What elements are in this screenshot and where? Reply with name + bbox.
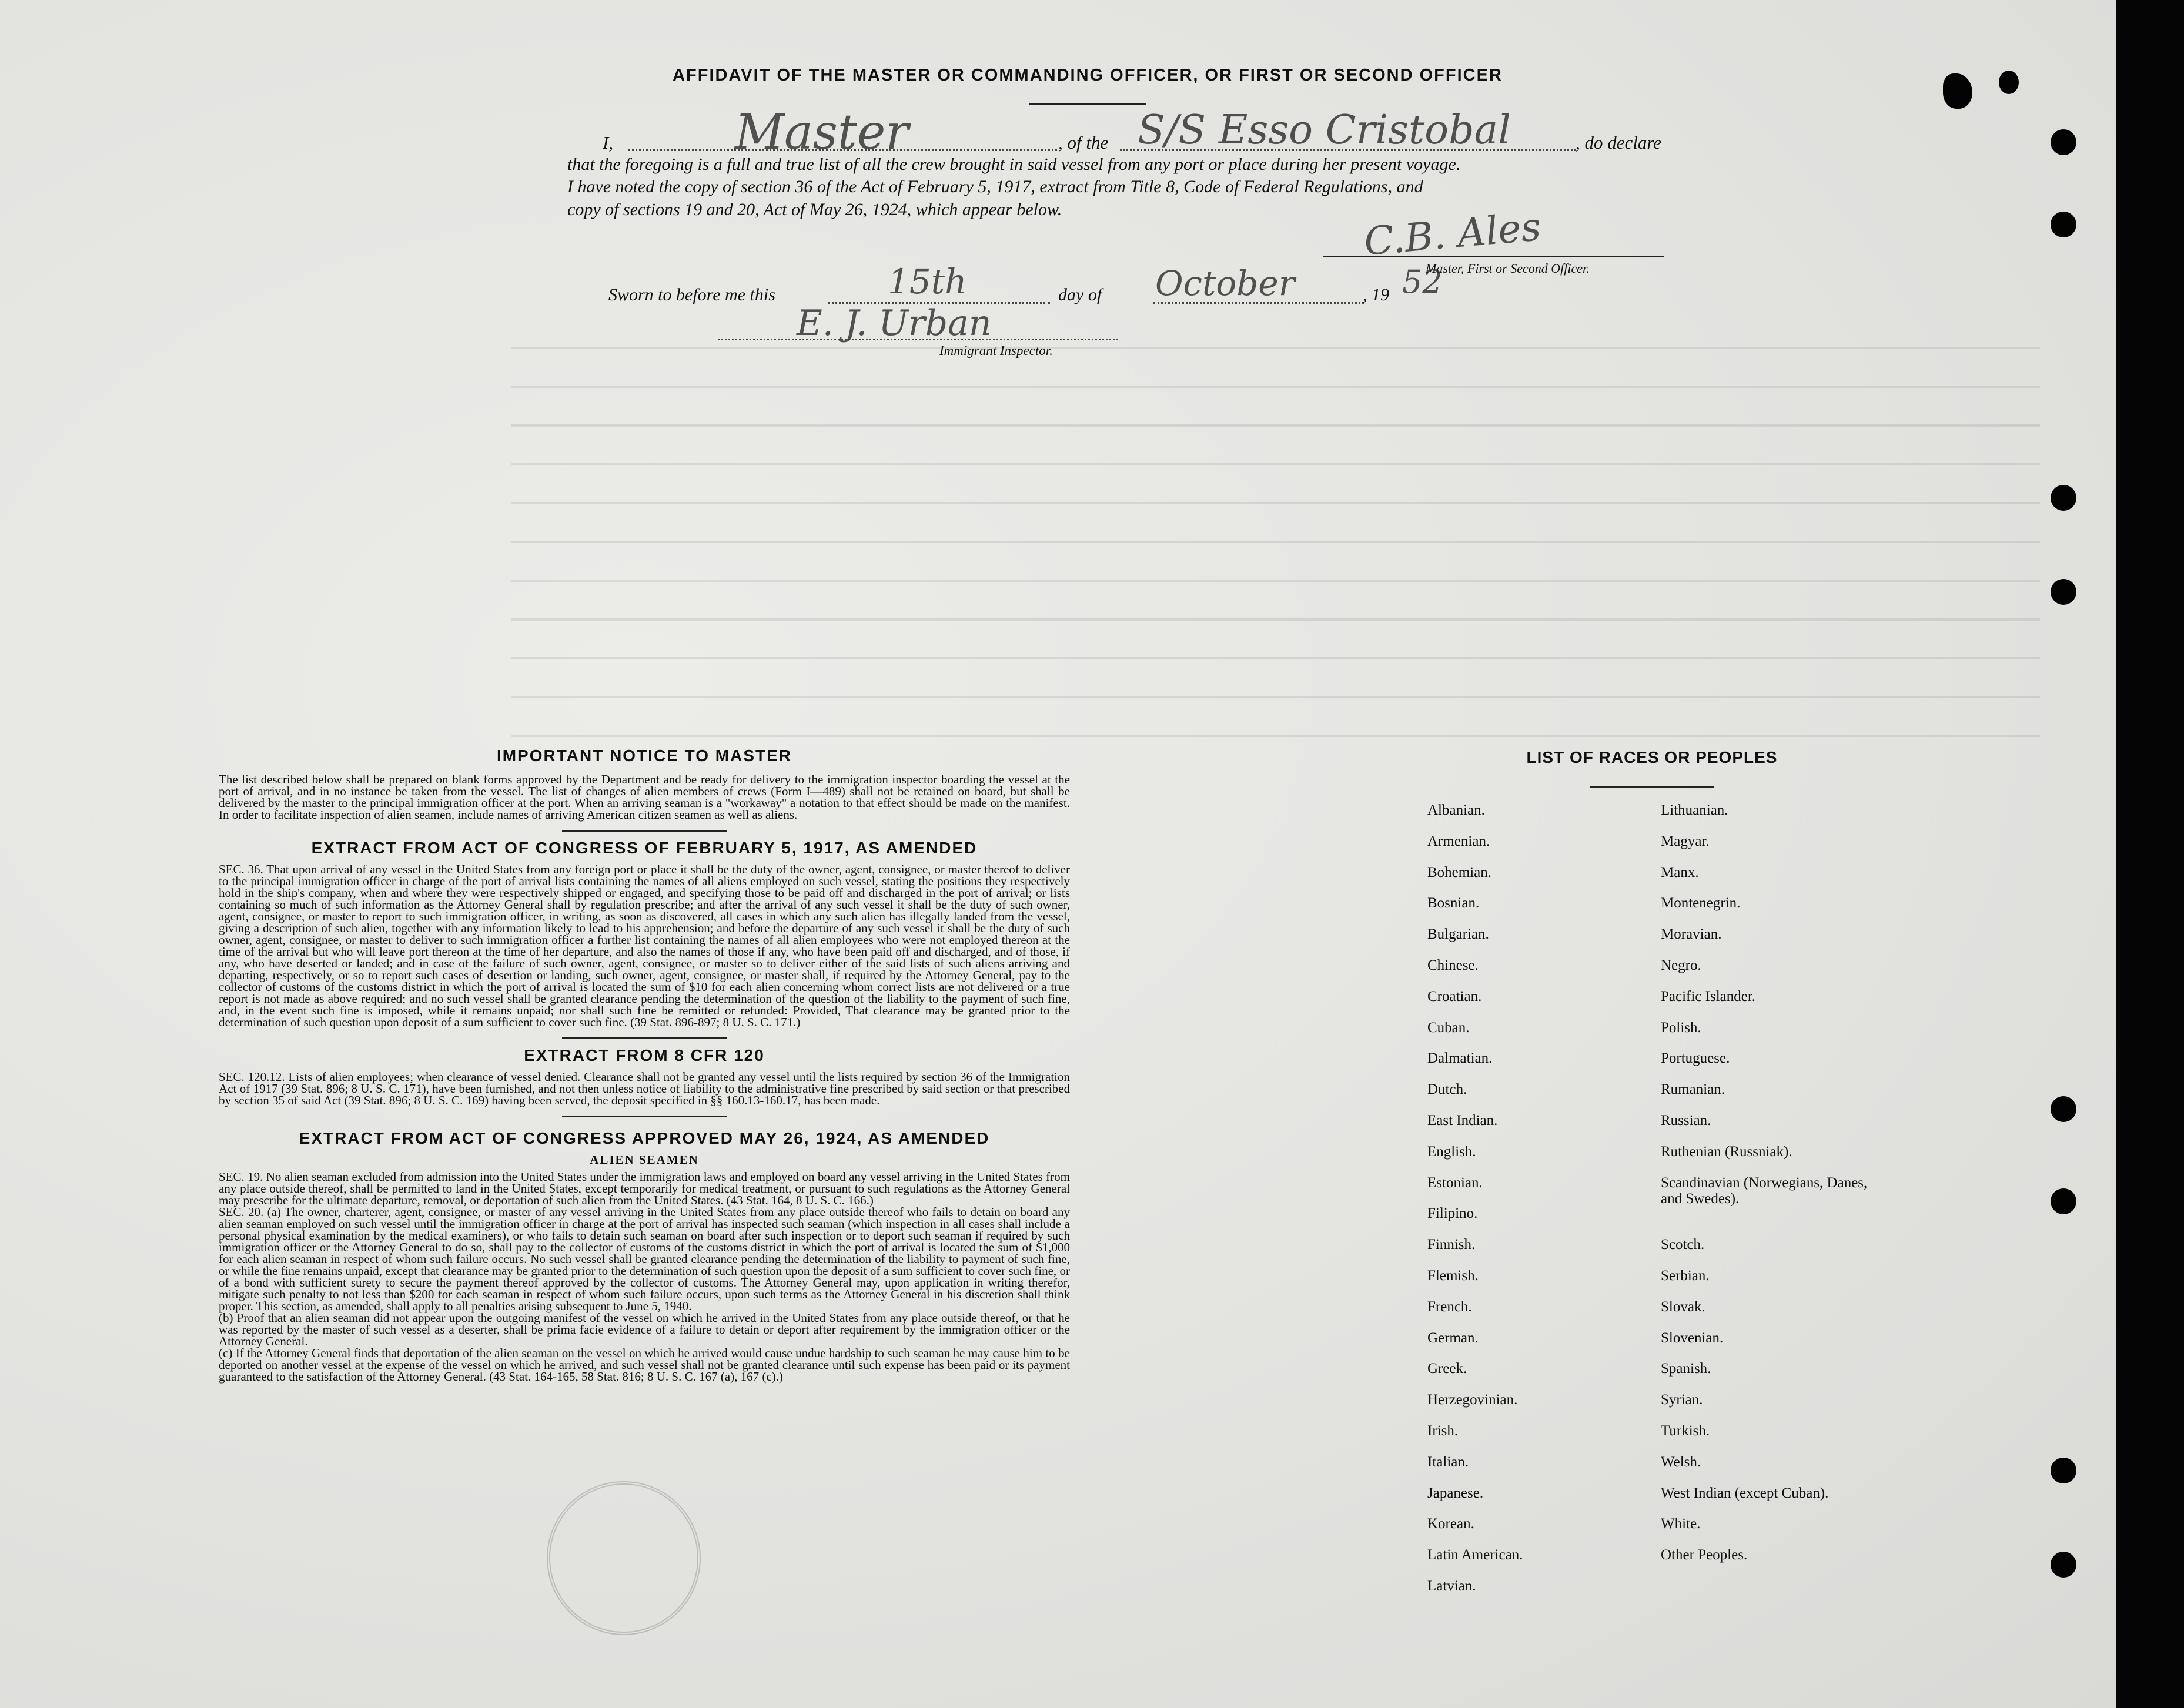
race-item: Flemish. <box>1427 1268 1479 1284</box>
sec-20c-text: (c) If the Attorney General finds that deportation of the alien seaman on the vessel on which he arrived would cause undue hardship to such seaman he may cause him to be deported on another vessel at the expense of the vessel on which he arrived, and such vessel shall not be granted clearance until such expense has been paid or its payment guaranteed to the satisfaction of the Attorney General. (43 Stat. 164-165, 58 Stat. 816; 8 U. S. C. 167 (a), 167 (c).) <box>219 1346 1070 1384</box>
races-heading: LIST OF RACES OR PEOPLES <box>1526 748 1778 766</box>
year-prefix: , 19 <box>1363 285 1389 304</box>
race-item: Armenian. <box>1427 833 1490 849</box>
of-the-label: , of the <box>1058 132 1109 153</box>
scanner-margin <box>2116 0 2184 1708</box>
inspector-caption: Immigrant Inspector. <box>939 343 1053 358</box>
heading-rule <box>1029 103 1146 105</box>
race-item: Chinese. <box>1427 957 1479 973</box>
inspector-field-line <box>718 339 1118 340</box>
race-item: Japanese. <box>1427 1485 1484 1501</box>
section-divider <box>562 1037 727 1039</box>
signature-line <box>1323 256 1664 257</box>
affidavit-line-2: I have noted the copy of section 36 of the Act of February 5, 1917, extract from Title 8, Code of Federal Regulations, and <box>567 177 1423 196</box>
race-item: Portuguese. <box>1661 1050 1730 1067</box>
race-item: Herzegovinian. <box>1427 1392 1518 1408</box>
race-item: East Indian. <box>1427 1113 1498 1128</box>
extract-cfr-heading: EXTRACT FROM 8 CFR 120 <box>524 1046 765 1064</box>
race-item: Croatian. <box>1427 988 1482 1004</box>
race-item: Dalmatian. <box>1427 1050 1493 1067</box>
sworn-label: Sworn to before me this <box>608 285 775 304</box>
race-item: Rumanian. <box>1661 1081 1725 1098</box>
race-item: Manx. <box>1661 864 1699 880</box>
do-declare-label: , do declare <box>1576 132 1662 153</box>
race-item: Bulgarian. <box>1427 926 1489 943</box>
day-handwritten: 15th <box>888 262 967 302</box>
notice-text: The list described below shall be prepared on blank forms approved by the Department and be ready for delivery to the immigration inspector boarding the vessel at the port of arrival, and in no instance be taken from the vessel. The list of changes of alien members of crews (Form I—489) shall not be retained on board, but shall be delivered by the master to the principal immigration officer at the port. When an arriving seaman is a "workaway" a notation to that effect should be made on the manifest. In order to facilitate inspection of alien seamen, include names of arriving American citizen seamen as well as aliens. <box>219 772 1070 822</box>
race-item: Montenegrin. <box>1661 895 1741 912</box>
extract-cfr-text: SEC. 120.12. Lists of alien employees; when clearance of vessel denied. Clearance shall not be granted any vessel until the lists required by section 36 of the Immigration Act of 1917 (39 Stat. 896; 8 U. S. C. 171), have been furnished, and not then unless notice of liability to the administrative fine prescribed by said section or that prescribed by section 35 of said Act (39 Stat. 896; 8 U. S. C. 169) having been served, the deposit specified in §§ 160.13-160.17, has been made. <box>219 1070 1070 1107</box>
race-item: Slovenian. <box>1661 1329 1724 1346</box>
race-item: German. <box>1427 1329 1479 1346</box>
sec-20b-text: (b) Proof that an alien seaman did not appear upon the outgoing manifest of the vessel on which he arrived in the United States from any place outside thereof, or that he was reported by the master of such vessel as a deserter, shall be prima facie evidence of a failure to detain or deport after requirement by the immigration officer or the Attorney General. <box>219 1311 1070 1348</box>
race-item: Finnish. <box>1427 1237 1476 1253</box>
race-item: Filipino. <box>1427 1205 1478 1222</box>
race-item: Scandinavian (Norwegians, Danes, and Swedes). <box>1661 1174 1868 1207</box>
punch-hole-icon <box>2051 1188 2076 1214</box>
punch-hole-icon <box>2051 129 2076 155</box>
race-item: Pacific Islander. <box>1661 988 1756 1004</box>
race-item: White. <box>1661 1516 1701 1532</box>
race-item: Cuban. <box>1427 1019 1470 1036</box>
race-item: Irish. <box>1427 1423 1459 1439</box>
ink-blot-icon <box>1999 71 2019 94</box>
extract-1917-heading: EXTRACT FROM ACT OF CONGRESS OF FEBRUARY 5, 1917, AS AMENDED <box>311 839 978 857</box>
race-item: Bohemian. <box>1427 864 1492 880</box>
race-item: Magyar. <box>1661 833 1710 849</box>
race-item: Scotch. <box>1661 1237 1705 1253</box>
embossed-seal <box>547 1481 701 1635</box>
extract-1924-heading: EXTRACT FROM ACT OF CONGRESS APPROVED MAY 26, 1924, AS AMENDED <box>299 1129 990 1147</box>
sec-19-text: SEC. 19. No alien seaman excluded from admission into the United States under the immigration laws and employed on board any vessel arriving in the United States from any place outside thereof, shall be permitted to land in the United States, except temporarily for medical treatment, or pursuant to such regulations as the Attorney General may prescribe for the ultimate departure, removal, or deportation of such alien from the United States. (43 Stat. 164, 8 U. S. C. 166.) <box>219 1170 1070 1207</box>
race-item: Greek. <box>1427 1361 1467 1377</box>
section-divider <box>562 1116 727 1117</box>
race-item: Ruthenian (Russniak). <box>1661 1143 1792 1160</box>
race-item: West Indian (except Cuban). <box>1661 1485 1829 1501</box>
punch-hole-icon <box>2051 1552 2076 1578</box>
master-signature: C.B. Ales <box>1362 204 1543 264</box>
affidavit-heading: AFFIDAVIT OF THE MASTER OR COMMANDING OFFICER, OR FIRST OR SECOND OFFICER <box>673 66 1503 85</box>
race-item: Polish. <box>1661 1019 1701 1036</box>
legal-column <box>219 746 1070 1382</box>
race-item: Spanish. <box>1661 1361 1711 1377</box>
year-handwritten: 52 <box>1402 263 1443 300</box>
vessel-handwritten: S/S Esso Cristobal <box>1138 107 1511 153</box>
race-item: Albanian. <box>1427 802 1485 818</box>
race-item: Welsh. <box>1661 1454 1701 1470</box>
race-item: Moravian. <box>1661 926 1722 943</box>
race-item: Lithuanian. <box>1661 802 1728 818</box>
punch-hole-icon <box>2051 485 2076 511</box>
month-handwritten: October <box>1155 263 1295 303</box>
race-item: Dutch. <box>1427 1081 1467 1098</box>
race-item: Italian. <box>1427 1454 1469 1470</box>
race-item: Latvian. <box>1427 1578 1476 1594</box>
day-of-label: day of <box>1058 285 1102 304</box>
race-item: Other Peoples. <box>1661 1547 1748 1563</box>
officer-handwritten: Master <box>735 105 909 160</box>
race-item: Korean. <box>1427 1516 1474 1532</box>
sec-20a-text: SEC. 20. (a) The owner, charterer, agent, consignee, or master of any vessel arriving in the United States from any place outside thereof who fails to detain on board any alien seaman employed on such vessel until the immigration officer in charge at the port of arrival has inspected such seaman (which inspection in all cases shall include a personal physical examination by the medical examiners), or who fails to detain such seaman on board after such inspection or to deport such seaman if required by such immigration officer or the Attorney General to do so, shall pay to the collector of customs of the customs district in which the port of arrival is located the sum of $1,000 for each alien seaman in respect of whom such failure occurs. No such vessel shall be granted clearance pending the determination of the liability to payment of such fine, or while the fine remains unpaid, except that clearance may be granted prior to the determination of such question upon the deposit of a sum sufficient to cover such fine, or of a bond with sufficient surety to secure the payment thereof approved by the collector of customs. The Attorney General may, upon application in writing therefor, mitigate such penalty to not less than $200 for each seaman in respect of whom such failure occurs, upon such terms as the Attorney General in his discretion shall think proper. This section, as amended, shall apply to all penalties arising subsequent to June 5, 1940. <box>219 1205 1070 1313</box>
races-heading-rule <box>1590 786 1714 788</box>
race-item: Latin American. <box>1427 1547 1523 1563</box>
signature-caption: Master, First or Second Officer. <box>1426 261 1590 276</box>
punch-hole-icon <box>2051 212 2076 237</box>
race-item: Serbian. <box>1661 1268 1710 1284</box>
punch-hole-icon <box>2051 1096 2076 1122</box>
notice-heading: IMPORTANT NOTICE TO MASTER <box>496 746 792 765</box>
race-item: Estonian. <box>1427 1174 1483 1191</box>
race-item: French. <box>1427 1298 1472 1315</box>
section-divider <box>562 830 727 832</box>
punch-hole-icon <box>2051 1458 2076 1483</box>
affidavit-line-1: that the foregoing is a full and true list of all the crew brought in said vessel from any port or place during her present voyage. <box>567 155 1461 174</box>
extract-1917-text: SEC. 36. That upon arrival of any vessel in the United States from any foreign port or place it shall be the duty of the owner, agent, consignee, or master thereof to deliver to the principal immigration officer in charge of the port of arrival lists containing the names of all aliens employed on such vessel, stating the positions they respectively hold in the ship's company, when and where they were respectively shipped or engaged, and specifying those to be paid off and discharged in the port of arrival; or lists containing so much of such information as the Attorney General shall by regulation prescribe; and after the arrival of any such vessel it shall be the duty of such owner, agent, consignee, or master to report to such immigration officer, in writing, as soon as discovered, all cases in which any such alien has illegally landed from the vessel, giving a description of such alien, together with any information likely to lead to his apprehension; and before the departure of any such vessel it shall be the duty of such owner, agent, consignee, or master to deliver to such immigration officer a further list containing the names of all alien employees who were not employed thereon at the time of the arrival but who will leave port thereon at the time of her departure, and also the names of those if any, who have been paid off and discharged, and of those, if any, who have deserted or landed; and in case of the failure of such owner, agent, consignee, or master so to deliver either of the said lists of such aliens arriving and departing, respectively, or so to report such cases of desertion or landing, such owner, agent, consignee, or master shall, if required by the Attorney General, pay to the collector of customs of the customs district in which the port of arrival is located the sum of $10 for each alien concerning whom correct lists are not delivered or a true report is not made as above required; and no such vessel shall be granted clearance pending the determination of the question of the liability to the payment of such fine, and, in the event such fine is imposed, while it remains unpaid; nor shall such fine be remitted or refunded: Provided, That clearance may be granted prior to the determination of such question upon deposit of a sum sufficient to cover such fine. (39 Stat. 896-897; 8 U. S. C. 171.) <box>219 862 1070 1029</box>
race-item: English. <box>1427 1143 1476 1160</box>
race-item: Negro. <box>1661 957 1701 973</box>
affidavit-line-3: copy of sections 19 and 20, Act of May 26, 1924, which appear below. <box>567 200 1062 219</box>
race-item: Bosnian. <box>1427 895 1480 912</box>
bleed-through-lines <box>511 347 2040 770</box>
race-item: Slovak. <box>1661 1298 1705 1315</box>
alien-seamen-subheading: ALIEN SEAMEN <box>590 1153 699 1167</box>
race-item: Russian. <box>1661 1113 1711 1128</box>
race-item: Syrian. <box>1661 1392 1703 1408</box>
inspector-signature: E. J. Urban <box>797 303 992 344</box>
race-item: Turkish. <box>1661 1423 1710 1439</box>
i-label: I, <box>603 132 614 153</box>
punch-hole-icon <box>2051 579 2076 605</box>
